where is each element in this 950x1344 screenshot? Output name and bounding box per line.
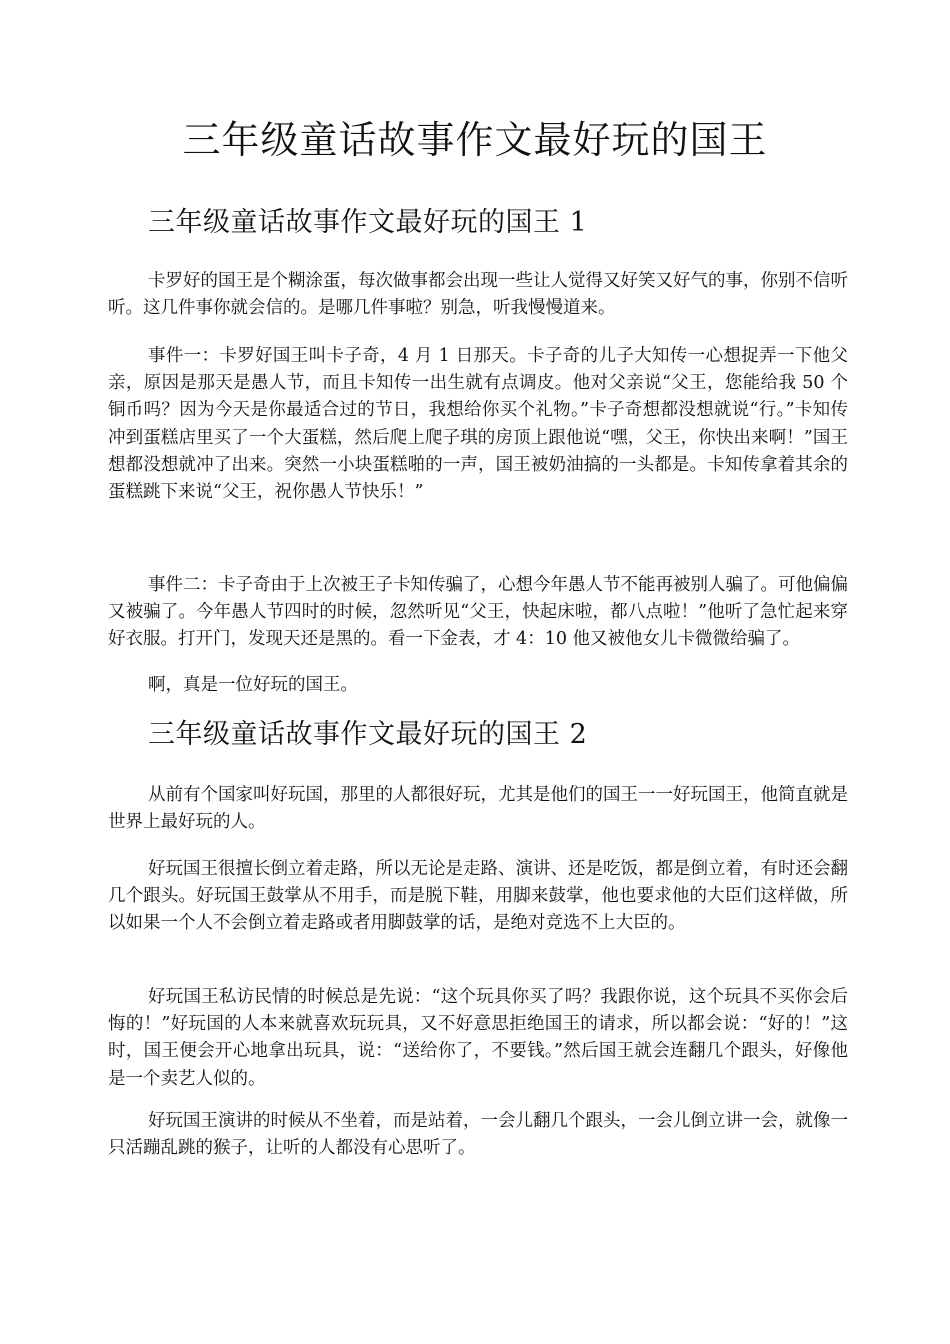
paragraph: 卡罗好的国王是个糊涂蛋，每次做事都会出现一些让人觉得又好笑又好气的事，你别不信听听。这几件事你就会信的。是哪几件事啦？别急，听我慢慢道来。 (108, 271, 848, 319)
paragraph: 好玩国王演讲的时候从不坐着，而是站着，一会儿翻几个跟头，一会儿倒立讲一会，就像一只活蹦乱跳的猴子，让听的人都没有心思听了。 (108, 1111, 848, 1159)
paragraph: 事件一：卡罗好国王叫卡子奇，4 月 1 日那天。卡子奇的儿子大知传一心想捉弄一下他父亲，原因是那天是愚人节，而且卡知传一出生就有点调皮。他对父亲说“父王，您能给我 50 个铜币吗？因为今天是你最适合过的节日，我想给你买个礼物。”卡子奇想都没想就说“行。”卡知传冲到蛋糕店里买了一个大蛋糕，然后爬上爬子琪的房顶上跟他说“嘿，父王，你快出来啊！”国王想都没想就冲了出来。突然一小块蛋糕啪的一声，国王被奶油搞的一头都是。卡知传拿着其余的蛋糕跳下来说“父王，祝你愚人节快乐！” (108, 346, 848, 503)
section-heading-1: 三年级童话故事作文最好玩的国王 1 (148, 207, 588, 238)
paragraph: 从前有个国家叫好玩国，那里的人都很好玩，尤其是他们的国王一一好玩国王，他简直就是世界上最好玩的人。 (108, 785, 848, 833)
paragraph: 啊，真是一位好玩的国王。 (148, 675, 358, 695)
section-heading-2: 三年级童话故事作文最好玩的国王 2 (148, 719, 588, 750)
paragraph: 好玩国王私访民情的时候总是先说：“这个玩具你买了吗？我跟你说，这个玩具不买你会后悔的！”好玩国的人本来就喜欢玩玩具，又不好意思拒绝国王的请求，所以都会说：“好的！”这时，国王便会开心地拿出玩具，说：“送给你了，不要钱。”然后国王就会连翻几个跟头，好像他是一个卖艺人似的。 (108, 987, 848, 1089)
document-title: 三年级童话故事作文最好玩的国王 (182, 118, 768, 162)
paragraph: 事件二：卡子奇由于上次被王子卡知传骗了，心想今年愚人节不能再被别人骗了。可他偏偏又被骗了。今年愚人节四时的时候，忽然听见“父王，快起床啦，都八点啦！”他听了急忙起来穿好衣服。打开门，发现天还是黑的。看一下金表，才 4：10 他又被他女儿卡微微给骗了。 (108, 575, 848, 650)
paragraph: 好玩国王很擅长倒立着走路，所以无论是走路、演讲、还是吃饭，都是倒立着，有时还会翻几个跟头。好玩国王鼓掌从不用手，而是脱下鞋，用脚来鼓掌，他也要求他的大臣们这样做，所以如果一个人不会倒立着走路或者用脚鼓掌的话，是绝对竞选不上大臣的。 (108, 859, 848, 934)
